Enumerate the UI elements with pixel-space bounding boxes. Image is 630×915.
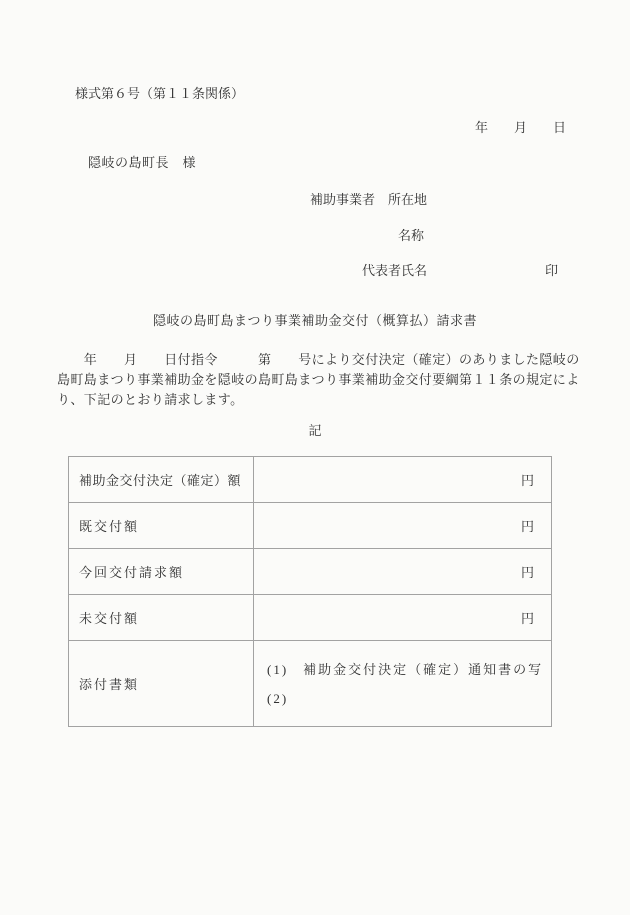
- seal-mark: 印: [545, 263, 559, 278]
- attachments-cell: [254, 641, 552, 727]
- attachment-line-1: (1) 補助金交付決定（確定）通知書の写: [267, 661, 544, 677]
- amount-unit: 円: [520, 473, 535, 488]
- representative-name-label: 代表者氏名: [362, 263, 428, 278]
- record-mark: 記: [308, 423, 322, 438]
- applicant-name-label: 名称: [398, 228, 425, 243]
- table-row: [69, 595, 552, 641]
- amount-cell: [254, 595, 552, 641]
- row-label-current-request-amount: 今回交付請求額: [69, 549, 254, 595]
- body-paragraph: [57, 350, 580, 410]
- table-row: [69, 503, 552, 549]
- row-label-already-paid-amount: 既交付額: [69, 503, 254, 549]
- row-label-grant-decided-amount: 補助金交付決定（確定）額: [69, 457, 254, 503]
- document-title: 隠岐の島町島まつり事業補助金交付（概算払）請求書: [152, 313, 477, 328]
- amount-unit: 円: [520, 611, 535, 626]
- date-line: 年 月 日: [475, 120, 567, 135]
- amount-cell: [254, 549, 552, 595]
- addressee-line: 隠岐の島町長 様: [88, 155, 197, 170]
- table-row: [69, 549, 552, 595]
- amount-unit: 円: [520, 519, 535, 534]
- body-line-2: 島町島まつり事業補助金を隠岐の島町島まつり事業補助金交付要綱第１１条の規定によ: [57, 372, 580, 387]
- body-line-3: り、下記のとおり請求します。: [57, 392, 244, 407]
- table-row: [69, 641, 552, 727]
- table-row: [69, 457, 552, 503]
- body-line-1: 年 月 日付指令 第 号により交付決定（確定）のありました隠岐の: [57, 352, 580, 367]
- applicant-address-label: 補助事業者 所在地: [310, 192, 428, 207]
- amount-cell: [254, 503, 552, 549]
- row-label-unpaid-amount: 未交付額: [69, 595, 254, 641]
- amount-unit: 円: [520, 565, 535, 580]
- attachment-line-2: (2): [267, 690, 289, 706]
- amount-cell: [254, 457, 552, 503]
- form-number-label: 様式第６号（第１１条関係）: [75, 86, 245, 101]
- row-label-attachments: 添付書類: [69, 641, 254, 727]
- request-table: [68, 456, 552, 727]
